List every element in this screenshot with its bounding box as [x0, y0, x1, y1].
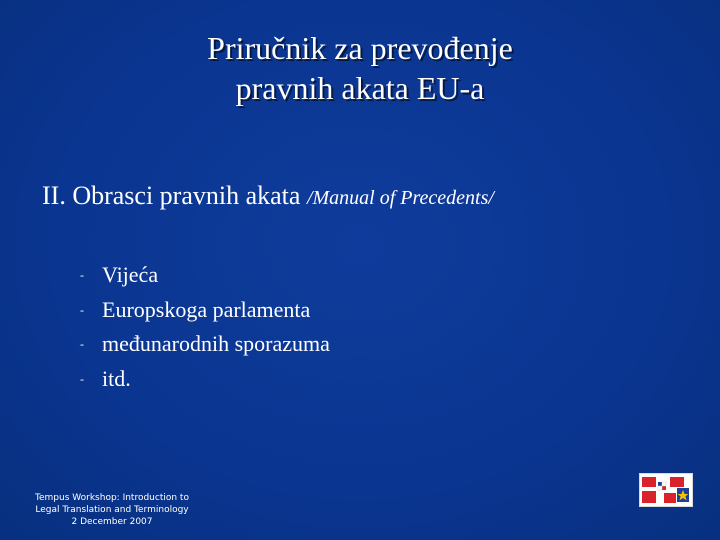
footer-line-3: 2 December 2007: [71, 517, 153, 527]
footer-line-2: Legal Translation and Terminology: [35, 505, 189, 515]
bullet-text: Europskoga parlamenta: [102, 296, 311, 322]
section-heading-main: II. Obrasci pravnih akata: [42, 181, 307, 210]
slide-title: [100, 28, 620, 108]
footer-line-1: Tempus Workshop: Introduction to: [35, 493, 189, 503]
footer-note: [24, 492, 200, 528]
bullet-item: [80, 362, 330, 397]
bullet-text: Vijeća: [102, 262, 159, 287]
section-heading-english: /Manual of Precedents/: [306, 187, 494, 209]
bullet-item: [80, 258, 330, 293]
bullet-text: međunarodnih sporazuma: [102, 331, 330, 356]
bullet-list: [80, 258, 330, 396]
bullet-dash-icon: -: [80, 268, 84, 282]
tempus-flags-logo-icon: [639, 473, 693, 507]
bullet-dash-icon: -: [80, 302, 84, 317]
slide-title-line-2: pravnih akata EU-a: [235, 70, 485, 106]
bullet-dash-icon: -: [80, 337, 84, 351]
slide-title-line-1: Priručnik za prevođenje: [207, 30, 513, 66]
bullet-item: [80, 327, 330, 362]
bullet-item: [80, 293, 330, 328]
section-heading: [42, 180, 494, 214]
bullet-text: itd.: [102, 365, 131, 391]
bullet-dash-icon: -: [80, 371, 84, 386]
